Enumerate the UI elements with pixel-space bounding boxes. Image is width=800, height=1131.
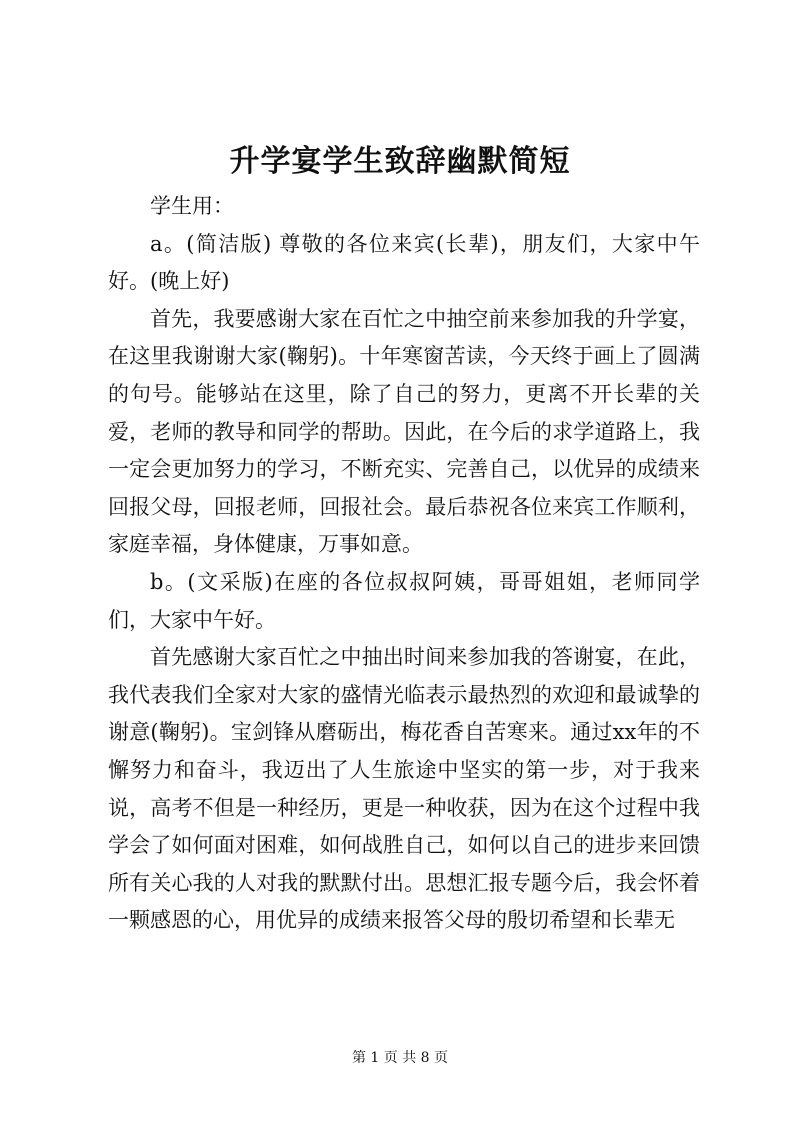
paragraph-intro: 学生用： bbox=[150, 194, 234, 218]
document-body bbox=[108, 188, 700, 940]
paragraph-a-body: 首先，我要感谢大家在百忙之中抽空前来参加我的升学宴，在这里我谢谢大家(鞠躬)。十年寒窗苦读，今天终于画上了圆满的句号。能够站在这里，除了自己的努力，更离不开长辈的关爱，老师的教导和同学的帮助。因此，在今后的求学道路上，我一定会更加努力的学习，不断充实、完善自己，以优异的成绩来回报父母，回报老师，回报社会。最后恭祝各位来宾工作顺利，家庭幸福，身体健康，万事如意。 bbox=[108, 306, 700, 557]
page-number-footer: 第 1 页 共 8 页 bbox=[351, 1050, 449, 1066]
paragraph-b: b。(文采版)在座的各位叔叔阿姨，哥哥姐姐，老师同学们，大家中午好。 bbox=[108, 569, 700, 632]
paragraph-b-body: 首先感谢大家百忙之中抽出时间来参加我的答谢宴，在此，我代表我们全家对大家的盛情光临表示最热烈的欢迎和最诚挚的谢意(鞠躬)。宝剑锋从磨砺出，梅花香自苦寒来。通过xx年的不懈努力和奋斗，我迈出了人生旅途中坚实的第一步，对于我来说，高考不但是一种经历，更是一种收获，因为在这个过程中我学会了如何面对困难，如何战胜自己，如何以自己的进步来回馈所有关心我的人对我的默默付出。思想汇报专题今后，我会怀着一颗感恩的心，用优异的成绩来报答父母的殷切希望和长辈无 bbox=[108, 645, 700, 933]
document-title: 升学宴学生致辞幽默简短 bbox=[229, 144, 571, 179]
paragraph-a: a。(简洁版) 尊敬的各位来宾(长辈)，朋友们，大家中午好。(晚上好) bbox=[108, 231, 700, 294]
